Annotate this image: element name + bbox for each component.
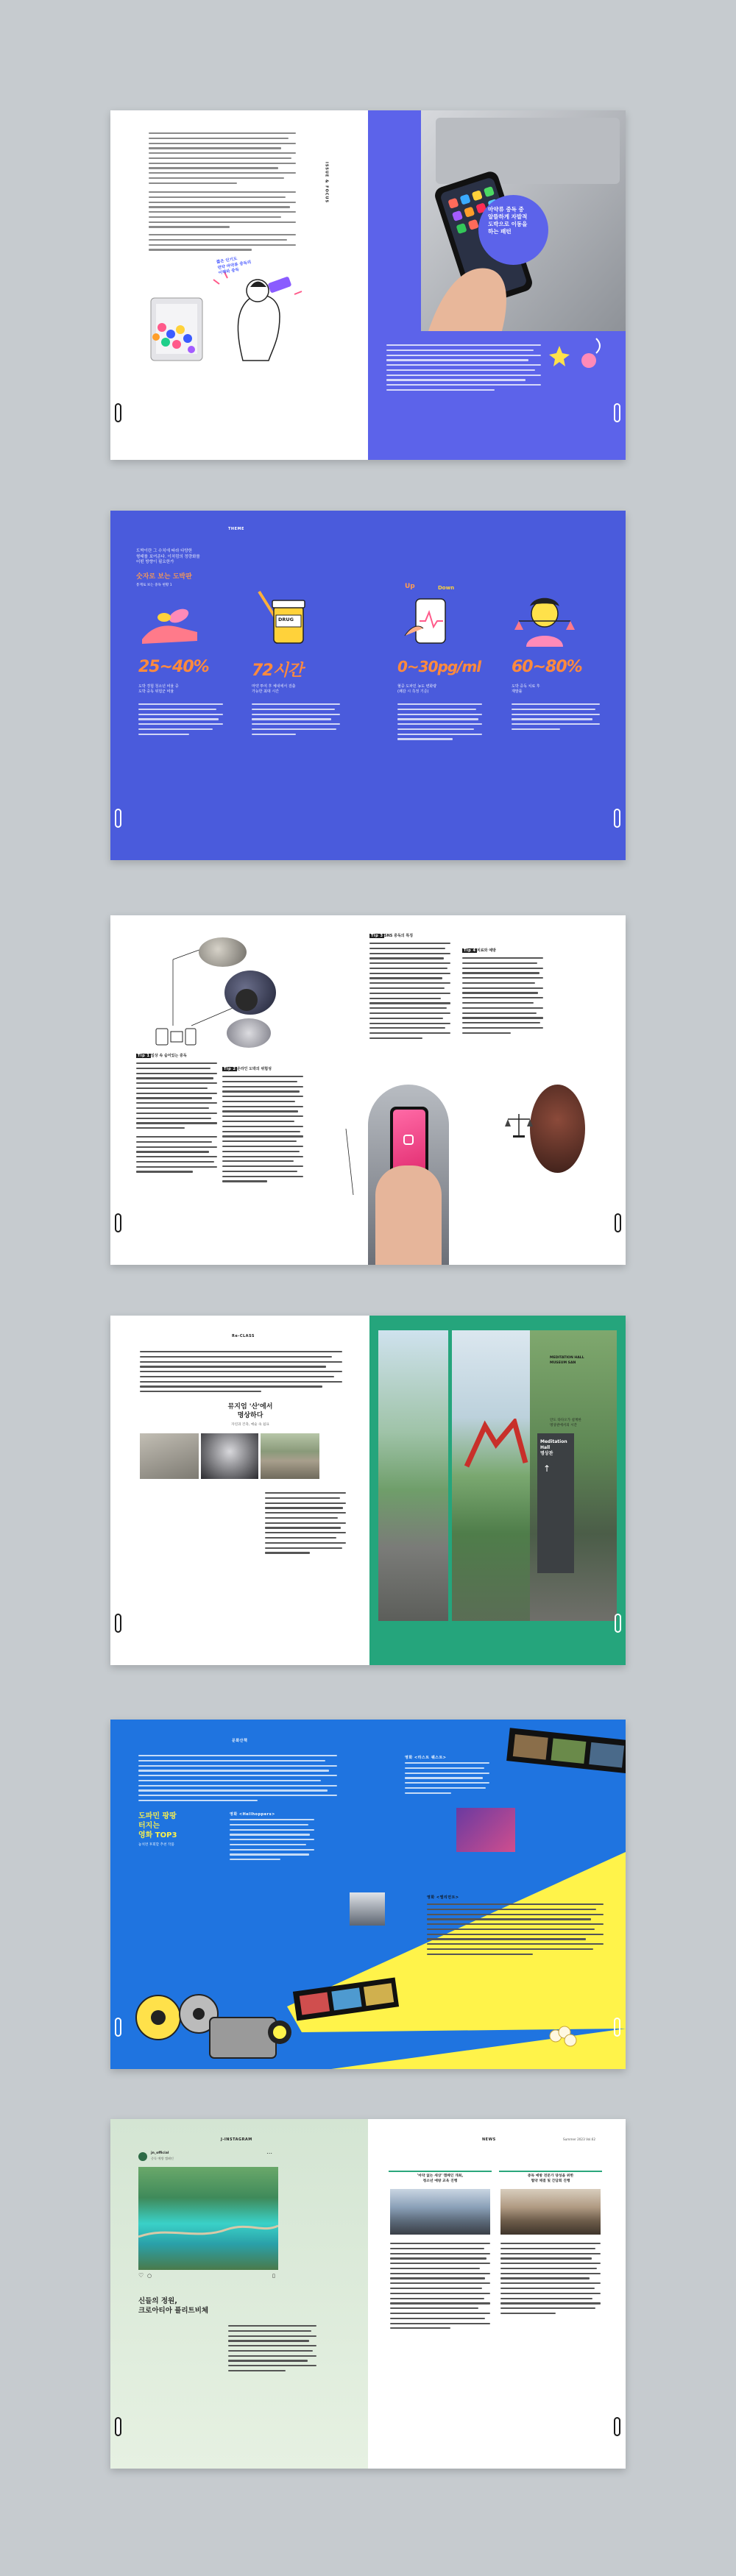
stat-value-1: 25~40% (138, 658, 209, 676)
instagram-header: J-INSTAGRAM (221, 2137, 252, 2142)
meditation-sign-title: Meditation Hall 명상관 (540, 1439, 567, 1456)
illustration-callout: 짧은 인기도 연약 마약류 중독의 이해와 중독 (216, 257, 252, 276)
instagram-page (110, 2119, 368, 2469)
news-title-right: 중독 예방 전문가 양성을 위한 협약 체결 및 간담회 진행 (527, 2174, 574, 2183)
section-title: 숫자로 보는 도박판 (136, 573, 192, 581)
stat-body-3 (397, 703, 482, 743)
tip-body-1b (136, 1136, 217, 1176)
binder-ring-right (614, 2417, 620, 2436)
binder-ring-right (614, 403, 620, 422)
film-frame-6 (364, 1983, 394, 2006)
tip-body-1 (136, 1062, 217, 1132)
spread-4 (110, 1316, 626, 1665)
stat-body-2 (252, 703, 340, 738)
news-photo-left (390, 2189, 490, 2235)
tip-tag-4: Tip 4 (464, 948, 476, 953)
stat-caption-3: 혈중 도파민 농도 변화량 (쾌감 시 측정 기준) (397, 684, 437, 694)
drug-label: DRUG (278, 617, 294, 622)
binder-ring-right (614, 2018, 620, 2037)
binder-ring-left (115, 2417, 121, 2436)
tip-body-4 (462, 957, 543, 1037)
stat-body-4 (512, 703, 600, 734)
section-subtitle: 통계로 보는 중독 현황 1 (136, 583, 172, 587)
review-1-title: 영화 <Hellhoppers> (230, 1812, 275, 1817)
stat-value-4: 60~80% (512, 658, 582, 676)
culture-header: 문화산책 (232, 1739, 248, 1743)
review-2-body (405, 1762, 489, 1797)
spread-2 (110, 511, 626, 860)
news-photo-right (500, 2189, 601, 2235)
binder-ring-left (115, 809, 121, 828)
comment-icon[interactable]: ○ (147, 2273, 152, 2279)
binder-ring-left (115, 403, 121, 422)
stat-caption-4: 도박 중독 치료 후 재발률 (512, 684, 540, 694)
like-icon[interactable]: ♡ (138, 2272, 144, 2279)
photo-circle-4 (236, 989, 258, 1011)
news-body-right (500, 2243, 601, 2318)
news-body-left (390, 2243, 490, 2332)
article-intro (140, 1351, 342, 1396)
film-top3-subtitle: 놓치면 후회할 추천 작품 (138, 1843, 174, 1847)
tip-tag-3: Tip 3 (371, 934, 383, 938)
icon-devices (155, 1026, 199, 1048)
green-panel (369, 1316, 626, 1665)
phone-headline: 마약류 중독 중 알뜰하게 자발적 도박으로 이동을 하는 패턴 (488, 206, 528, 235)
photo-stone-dome (261, 1433, 319, 1479)
vertical-section-label: ISSUE & FOCUS (324, 162, 329, 204)
photo-circle-1 (199, 937, 247, 967)
binder-ring-right (615, 1213, 621, 1232)
account-subtitle: 중독 예방 캠페인 (151, 2157, 174, 2160)
stat-caption-1: 도박 경험 청소년 비율 중 도박 중독 위험군 비율 (138, 684, 179, 694)
icon-phone-pulse (401, 584, 467, 650)
stat-body-1 (138, 703, 223, 738)
body-text-2 (149, 191, 296, 231)
hand (375, 1165, 442, 1265)
photo-concrete-wall (140, 1433, 199, 1479)
film-still-man (350, 1892, 385, 1926)
photo-circle-3 (227, 1018, 271, 1048)
binder-ring-right (615, 1614, 621, 1633)
spread-6 (110, 2119, 626, 2469)
scale-icon (504, 1110, 534, 1140)
instagram-icon (403, 1135, 414, 1145)
panel-label: MEDITATION HALL MUSEUM SAN (550, 1356, 584, 1365)
film-top3-title: 도파민 팡팡 터지는 영화 TOP3 (138, 1812, 177, 1839)
tip-body-2 (222, 1076, 303, 1185)
tip-heading-4: 치료와 예방 (477, 948, 496, 953)
stat-caption-2: 마약 투여 후 체내에서 검출 가능한 최대 시간 (252, 684, 296, 694)
article-title: 뮤지엄 '산'에서 명상하다 (227, 1403, 273, 1419)
news-rule-left (389, 2171, 492, 2172)
news-issue-date: Summer 2023 Vol.62 (563, 2137, 596, 2141)
review-2-title: 영화 <라스트 퀘스트> (405, 1756, 447, 1760)
article-subtitle: 자연과 건축, 예술 속 쉼표 (231, 1423, 269, 1427)
right-body-text (386, 344, 541, 394)
photo-gallery-oval (530, 1085, 585, 1173)
photo-meditation-sign (530, 1330, 617, 1621)
spread1-left-page (110, 110, 368, 460)
film-frame-3 (589, 1742, 624, 1768)
film-frame-1 (513, 1734, 548, 1760)
review-1-body (230, 1819, 314, 1864)
intro-body (138, 1755, 337, 1805)
post-title: 신들의 정원, 크로아티아 플리트비체 (138, 2297, 209, 2315)
doodle-stars (545, 331, 611, 383)
news-rule-right (499, 2171, 602, 2172)
body-text (149, 132, 296, 188)
account-avatar (138, 2152, 147, 2161)
binder-ring-left (115, 1614, 121, 1633)
review-3-title: 영화 <엘리먼트> (427, 1895, 459, 1900)
news-page (368, 2119, 626, 2469)
photo-sculpture (452, 1330, 540, 1621)
photo-dark-interior (201, 1433, 258, 1479)
film-still-woman (456, 1808, 515, 1852)
tip-tag-1: Tip 1 (138, 1054, 150, 1058)
account-name: jn_official (151, 2151, 169, 2155)
spread-3 (110, 915, 626, 1265)
photo-garden-path (378, 1330, 448, 1621)
intro-text: 도박이란 그 수치에 따라 다양한 형태를 보여준다. 이처럼의 정량화를 어떤 방향이 필요한가 (136, 549, 200, 564)
icon-pill-hand (138, 595, 205, 647)
article-body-2 (265, 1492, 346, 1557)
sign-arrow-icon: ↑ (543, 1463, 551, 1474)
news-title-left: '마약 없는 세상' 캠페인 개최, 청소년 예방 교육 진행 (417, 2174, 464, 2183)
reclass-header: Re-CLASS (232, 1334, 255, 1338)
tip-heading-1: 일상 속 숨어있는 중독 (151, 1054, 187, 1058)
spread-5 (110, 1720, 626, 2069)
more-icon[interactable]: ⋯ (266, 2150, 272, 2157)
icon-scale-woman (512, 584, 578, 650)
down-label: Down (438, 585, 455, 591)
binder-ring-right (614, 809, 620, 828)
news-header: NEWS (482, 2137, 496, 2142)
theme-header: THEME (228, 527, 244, 531)
film-frame-5 (331, 1987, 361, 2010)
spread-1 (110, 110, 626, 460)
stat-value-2: 72시간 (252, 661, 303, 680)
review-3-body (427, 1903, 604, 1959)
tip-body-3 (369, 943, 450, 1043)
bookmark-icon[interactable]: ▯ (272, 2273, 275, 2279)
red-sculpture (463, 1419, 529, 1470)
up-label: Up (405, 583, 415, 590)
spread1-right-page (368, 110, 626, 460)
tip-heading-3: SNS 중독의 특징 (384, 934, 414, 938)
photo-plitvice-lakes (138, 2167, 278, 2270)
popcorn (545, 2021, 581, 2058)
tip-tag-2: Tip 2 (224, 1067, 236, 1071)
panel-caption: 안도 타다오가 설계한 명상관에서의 시간 (550, 1419, 581, 1427)
post-caption (228, 2325, 316, 2375)
binder-ring-left (115, 1213, 121, 1232)
boardwalk (138, 2167, 278, 2270)
film-projector (129, 1973, 305, 2069)
binder-ring-left (115, 2018, 121, 2037)
film-frame-2 (551, 1738, 587, 1764)
tip-heading-2: 온라인 도박의 위험성 (237, 1067, 272, 1071)
stat-value-3: 0~30pg/ml (397, 658, 481, 675)
photo-hand-phone-instagram (368, 1085, 449, 1265)
